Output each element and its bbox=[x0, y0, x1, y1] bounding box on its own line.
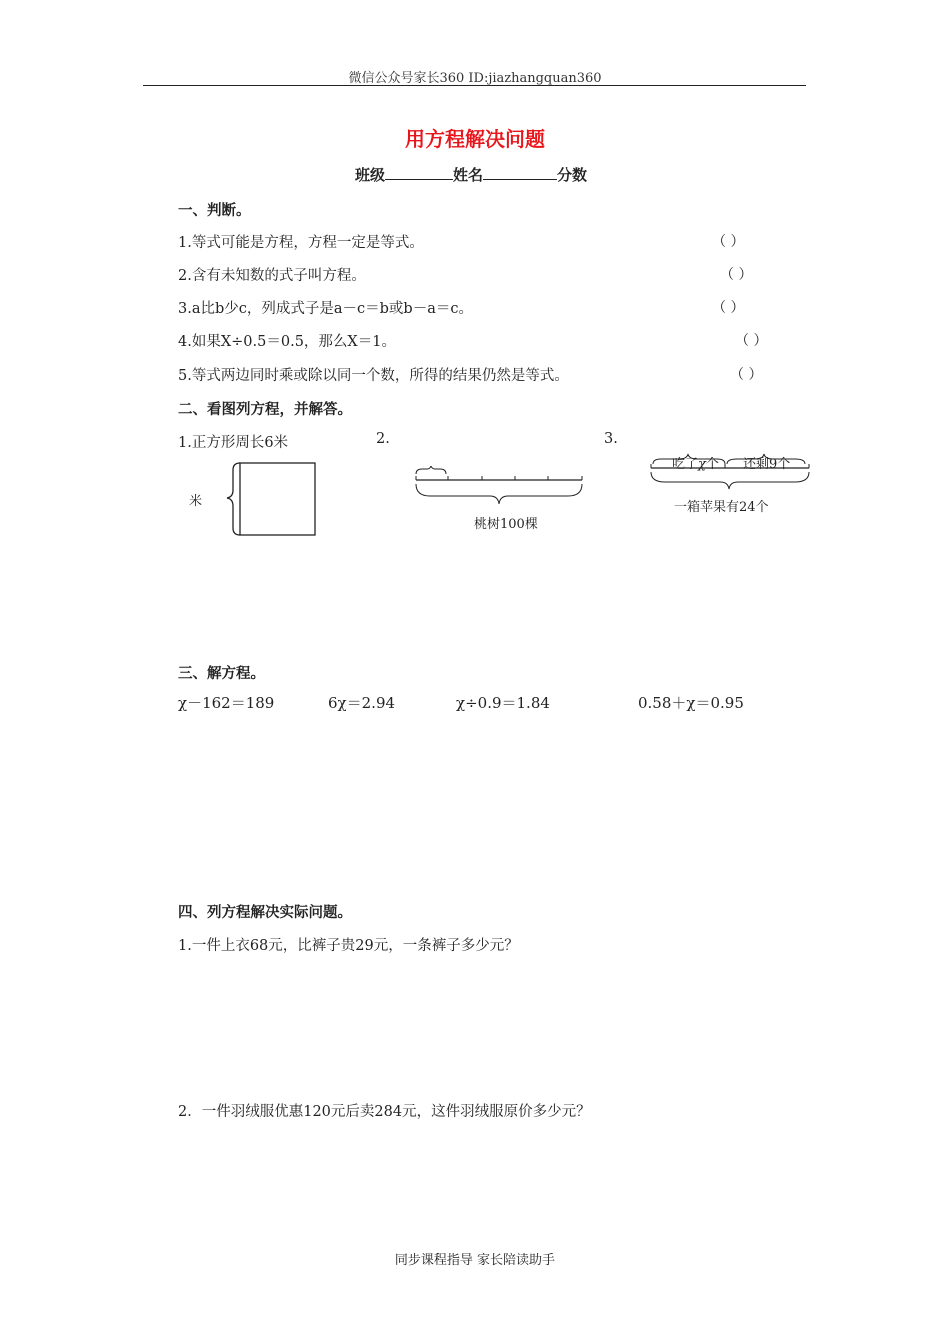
judge-item-4: 4.如果X÷0.5＝0.5，那么X＝1。 bbox=[178, 334, 396, 350]
score-label: 分数 bbox=[557, 166, 588, 184]
name-label: 姓名 bbox=[453, 166, 484, 184]
q1-unit-label: 米 bbox=[189, 494, 203, 509]
equation-3: χ÷0.9＝1.84 bbox=[456, 694, 550, 712]
square-figure bbox=[226, 460, 321, 540]
answer-box-3[interactable]: （ ） bbox=[712, 300, 745, 316]
word-problem-1: 1.一件上衣68元，比裤子贵29元，一条裤子多少元？ bbox=[178, 938, 519, 954]
judge-item-5: 5.等式两边同时乘或除以同一个数，所得的结果仍然是等式。 bbox=[178, 368, 569, 384]
peach-tree-line-figure bbox=[410, 466, 590, 506]
q3-caption: 一箱苹果有24个 bbox=[674, 500, 769, 515]
answer-box-1[interactable]: （ ） bbox=[712, 234, 745, 250]
q3-left-label: 还剩9个 bbox=[743, 457, 791, 472]
equation-2: 6χ＝2.94 bbox=[328, 694, 396, 712]
section1-heading: 一、判断。 bbox=[178, 202, 251, 219]
judge-item-1: 1.等式可能是方程，方程一定是等式。 bbox=[178, 235, 424, 251]
page-title: 用方程解决问题 bbox=[405, 127, 545, 151]
judge-item-3: 3.a比b少c，列成式子是a－c＝b或b－a＝c。 bbox=[178, 301, 473, 317]
q2-label: 2. bbox=[376, 431, 390, 447]
section4-heading: 四、列方程解决实际问题。 bbox=[178, 904, 352, 921]
q1-label: 1.正方形周长6米 bbox=[178, 435, 289, 451]
student-info bbox=[355, 164, 587, 185]
word-problem-2: 2．一件羽绒服优惠120元后卖284元，这件羽绒服原价多少元？ bbox=[178, 1104, 591, 1120]
section2-heading: 二、看图列方程，并解答。 bbox=[178, 401, 352, 418]
equation-4: 0.58＋χ＝0.95 bbox=[638, 694, 744, 712]
header-rule bbox=[143, 85, 806, 86]
equation-1: χ－162＝189 bbox=[178, 694, 275, 712]
answer-box-2[interactable]: （ ） bbox=[720, 267, 753, 283]
answer-box-5[interactable]: （ ） bbox=[730, 367, 763, 383]
judge-item-2: 2.含有未知数的式子叫方程。 bbox=[178, 268, 366, 284]
class-blank bbox=[385, 165, 453, 180]
page-header: 微信公众号家长360 ID:jiazhangquan360 bbox=[348, 71, 602, 86]
q3-label: 3. bbox=[604, 431, 618, 447]
apple-box-figure bbox=[645, 452, 815, 492]
q3-eaten-label: 吃了χ个 bbox=[672, 457, 719, 472]
answer-box-4[interactable]: （ ） bbox=[735, 333, 768, 349]
section3-heading: 三、解方程。 bbox=[178, 665, 265, 682]
q2-caption: 桃树100棵 bbox=[474, 517, 538, 532]
page-footer: 同步课程指导 家长陪读助手 bbox=[394, 1253, 556, 1268]
name-blank bbox=[483, 165, 557, 180]
class-label: 班级 bbox=[355, 166, 386, 184]
